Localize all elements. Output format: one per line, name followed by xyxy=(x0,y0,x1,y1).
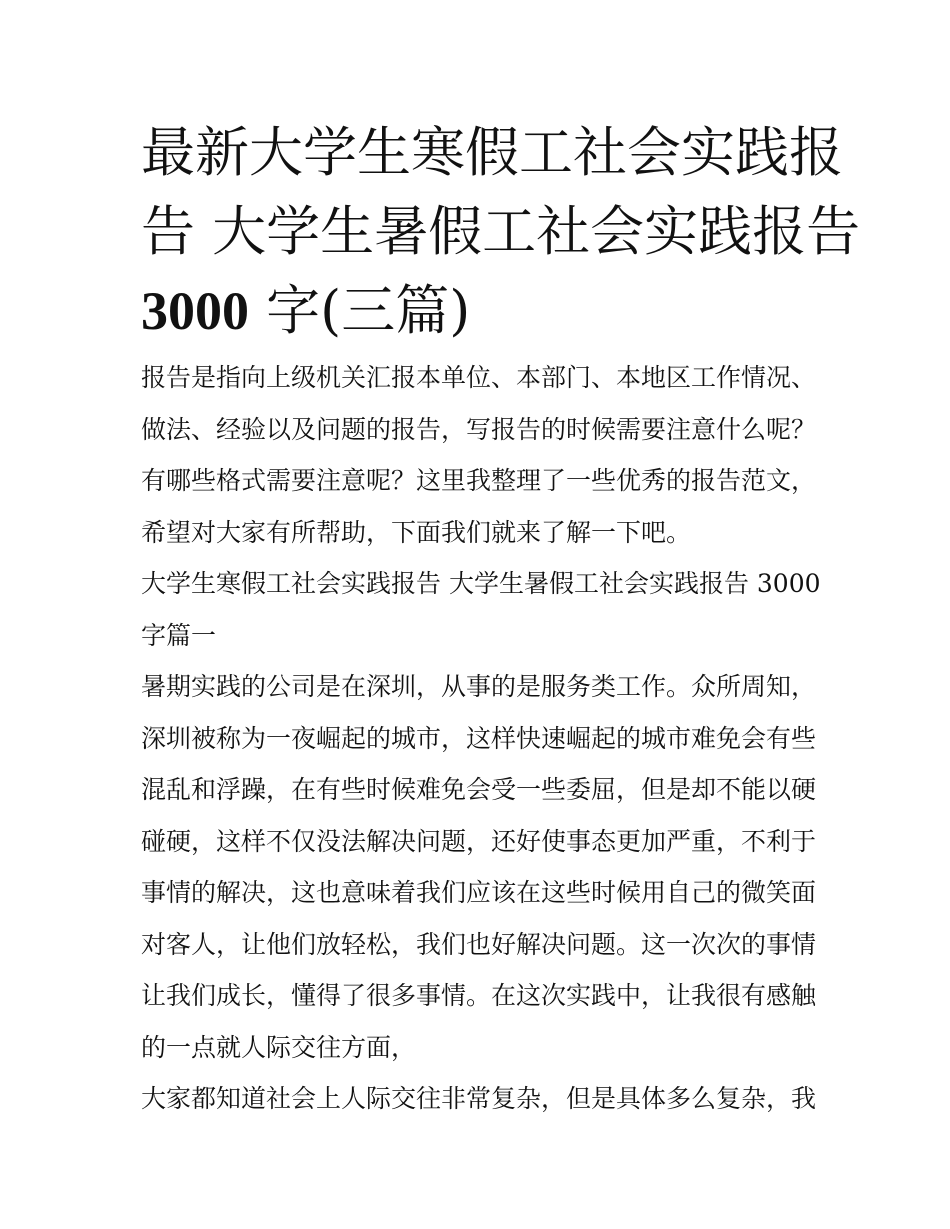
text-line: 事情的解决，这也意味着我们应该在这些时候用自己的微笑面 xyxy=(141,878,817,907)
text-line: 碰硬，这样不仅没法解决问题，还好使事态更加严重，不利于 xyxy=(141,826,817,856)
body-paragraph xyxy=(141,661,821,1073)
text-line: 暑期实践的公司是在深圳，从事的是服务类工作。众所周知， xyxy=(141,672,817,701)
text-line: 大家都知道社会上人际交往非常复杂，但是具体多么复杂，我 xyxy=(141,1084,817,1113)
title-line: 告 大学生暑假工社会实践报告 xyxy=(141,200,861,263)
text-line: 的一点就人际交往方面， xyxy=(141,1032,417,1062)
title-suffix: 字(三篇) xyxy=(249,279,471,342)
text-line: 报告是指向上级机关汇报本单位、本部门、本地区工作情况、 xyxy=(141,363,817,392)
text-line: 有哪些格式需要注意呢？这里我整理了一些优秀的报告范文， xyxy=(141,466,817,495)
body-paragraph xyxy=(141,1073,821,1125)
title-number: 3000 xyxy=(141,281,249,341)
document-body xyxy=(141,352,821,1125)
title-line: 最新大学生寒假工社会实践报 xyxy=(141,121,843,184)
text-line: 字篇一 xyxy=(141,620,217,650)
intro-paragraph xyxy=(141,352,821,558)
text-line: 深圳被称为一夜崛起的城市，这样快速崛起的城市难免会有些 xyxy=(141,723,817,753)
document-title xyxy=(141,113,861,351)
text-line: 做法、经验以及问题的报告，写报告的时候需要注意什么呢？ xyxy=(141,414,817,444)
text-line: 混乱和浮躁，在有些时候难免会受一些委屈，但是却不能以硬 xyxy=(141,775,817,804)
text-line: 让我们成长，懂得了很多事情。在这次实践中，让我很有感触 xyxy=(141,981,817,1010)
text-line: 对客人，让他们放轻松，我们也好解决问题。这一次次的事情 xyxy=(141,929,817,959)
title-line xyxy=(141,271,821,351)
text-line: 大学生寒假工社会实践报告 大学生暑假工社会实践报告 3000 xyxy=(141,569,821,598)
text-line: 希望对大家有所帮助，下面我们就来了解一下吧。 xyxy=(141,517,692,547)
section-heading xyxy=(141,558,821,661)
